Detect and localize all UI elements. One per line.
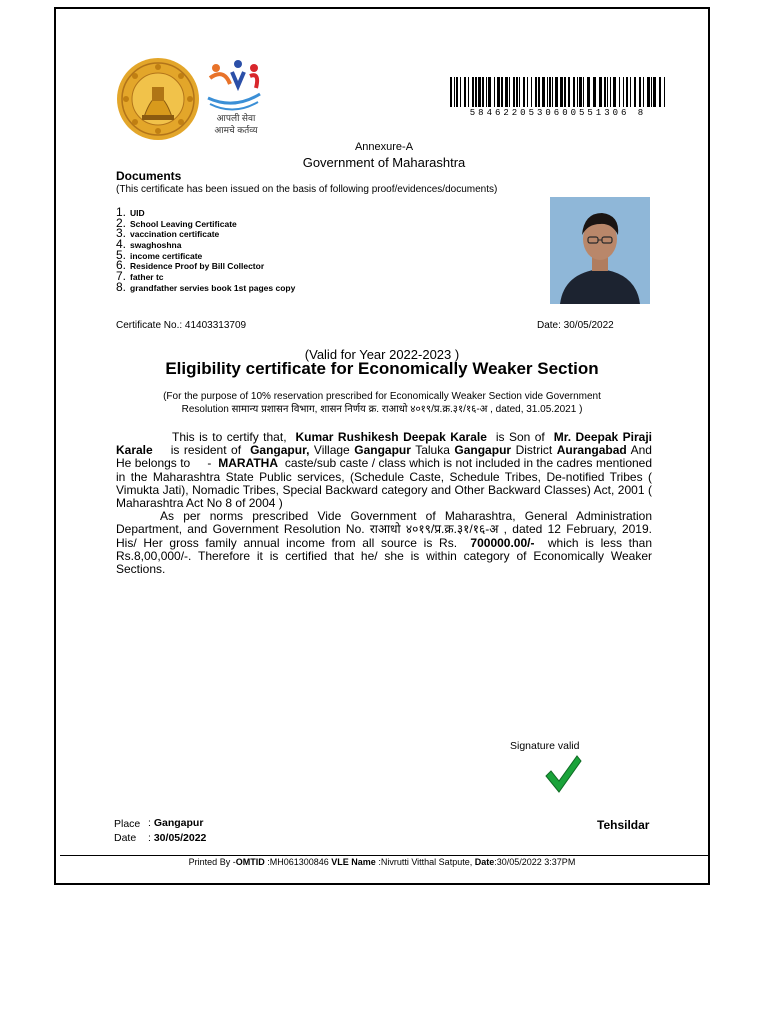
barcode-bar [593, 77, 596, 107]
barcode-number: 5846220530600551306 8 [469, 108, 647, 118]
barcode-bar [478, 77, 481, 107]
certificate-date: Date: 30/05/2022 [537, 320, 614, 331]
barcode-bar [610, 77, 611, 107]
list-item: 3. vaccination certificate [116, 226, 220, 241]
validity-period: (Valid for Year 2022-2023 ) [304, 347, 460, 362]
government-title: Government of Maharashtra [302, 155, 466, 170]
barcode-bar [454, 77, 455, 107]
barcode-bar [604, 77, 606, 107]
person-photo-icon [550, 197, 650, 304]
place-value: : Gangapur [148, 817, 204, 829]
barcode-bar [634, 77, 636, 107]
taluka-name: Gangapur [354, 443, 411, 458]
date-label: Date [114, 832, 137, 844]
barcode-bar [568, 77, 570, 107]
barcode-bar [472, 77, 474, 107]
barcode-bar [509, 77, 510, 107]
certificate-number: Certificate No.: 41403313709 [116, 320, 247, 331]
caste-name: MARATHA [218, 456, 278, 471]
barcode-bar [468, 77, 469, 107]
barcode-bar [456, 77, 458, 107]
list-item: 7. father tc [116, 269, 164, 284]
barcode-bar [542, 77, 545, 107]
barcode-bar [647, 77, 650, 107]
district-taluka: Gangapur [454, 443, 512, 458]
body-paragraph-1: This is to certify that, Kumar Rushikesh Deepak Karale is Son of Mr. Deepak Piraji Karale is resident of Gangapur, Village Gangapur Taluka Gangapur District Aurangabad And He belongs to - MARATHA caste/sub caste / class which is not included in the cadres mentioned in the Maharashtra State Public services, (Schedule Caste, Schedule Tribes, De-notified Tribes ( Vimukta Jati), Nomadic Tribes, Special Backward category and Other Backward Classes) Act, 2001 ( Maharashtra Act No 8 of 2004 ) [116, 430, 653, 511]
barcode-bar [555, 77, 558, 107]
barcode-bar [501, 77, 503, 107]
list-item: 5. income certificate [116, 247, 203, 262]
barcode-bar [613, 77, 616, 107]
barcode-bar [482, 77, 484, 107]
signature-valid-label: Signature valid [510, 740, 580, 752]
barcode-bar [577, 77, 578, 107]
barcode-bar [583, 77, 584, 107]
barcode-bar [535, 77, 537, 107]
barcode-bar [488, 77, 491, 107]
barcode-bar [450, 77, 452, 107]
certificate-body [116, 431, 652, 576]
logo-caption-line1: आपली सेवा [216, 113, 256, 123]
barcode-bar [505, 77, 508, 107]
barcode-bar [643, 77, 644, 107]
barcode-bar [659, 77, 661, 107]
logo-caption-line2: आमचे कर्तव्य [214, 125, 258, 135]
barcode-bar [630, 77, 631, 107]
footer-divider [60, 855, 708, 856]
barcode-bar [538, 77, 540, 107]
barcode-bar [651, 77, 652, 107]
barcode-bar [626, 77, 628, 107]
barcode-bar [664, 77, 665, 107]
parent-name: Mr. Deepak Piraji Karale [116, 430, 652, 458]
barcode-bar [623, 77, 624, 107]
certificate-title: Eligibility certificate for Economically Weaker Section [165, 359, 599, 378]
barcode-bar [497, 77, 500, 107]
barcode-bar [460, 77, 461, 107]
barcode-bar [549, 77, 551, 107]
purpose-line-2: Resolution सामान्य प्रशासन विभाग, शासन निर्णय क्र. राआधो ४०१९/प्र.क्र.३१/१६-अ , dated, 31.05.2021 ) [181, 404, 583, 415]
barcode-bar [587, 77, 590, 107]
barcode-bar [564, 77, 566, 107]
barcode-bar [516, 77, 518, 107]
purpose-line-1: (For the purpose of 10% reservation prescribed for Economically Weaker Section vide Government [163, 391, 601, 402]
list-item: 6. Residence Proof by Bill Collector [116, 258, 265, 273]
documents-heading: Documents [116, 169, 182, 183]
documents-list [116, 207, 295, 293]
barcode-bar [639, 77, 641, 107]
documents-subtitle: (This certificate has been issued on the basis of following proof/evidences/documents) [116, 184, 498, 195]
list-item: 4. swaghoshna [116, 237, 182, 252]
village-name: Gangapur, [250, 443, 310, 458]
officer-designation: Tehsildar [597, 818, 650, 832]
list-item: 8. grandfather servies book 1st pages copy [116, 279, 296, 294]
income-amount: 700000.00/- [470, 535, 535, 550]
barcode-bar [607, 77, 608, 107]
district-name: Aurangabad [556, 443, 627, 458]
check-icon [544, 754, 582, 794]
barcode-bar [653, 77, 656, 107]
barcode-bar [619, 77, 620, 107]
body-paragraph-2: As per norms prescribed Vide Government of Maharashtra, General Administration Department, and Government Resolution No. राआधो ४०१९/प्र.क्र.३१/१६-अ , dated 12 February, 2019. His/ Her gross family annual income from all source is Rs. 700000.00/- which is less than Rs.8,00,000/-. Therefore it is certified that he/ she is within category of Economically Weaker Sections. [116, 509, 652, 577]
barcode-bar [519, 77, 520, 107]
barcode-bar [552, 77, 553, 107]
barcode-bar [579, 77, 582, 107]
list-item: 2. School Leaving Certificate [116, 215, 237, 230]
barcode-bar [494, 77, 495, 107]
list-item: 1. UID [116, 205, 145, 219]
applicant-name: Kumar Rushikesh Deepak Karale [295, 430, 487, 444]
barcode-bar [531, 77, 532, 107]
printed-by-line: Printed By -OMTID :MH061300846 VLE Name :Nivrutti Vitthal Satpute, Date:30/05/2022 3:37PM [188, 857, 576, 867]
date-value: : 30/05/2022 [148, 832, 207, 844]
barcode-bar [560, 77, 563, 107]
applicant-photo [550, 197, 650, 304]
barcode-bar [527, 77, 528, 107]
annexure-label: Annexure-A [354, 141, 414, 153]
maharashtra-seal-icon [116, 57, 200, 141]
barcode-bar [475, 77, 477, 107]
barcode-bar [547, 77, 548, 107]
barcode-bar [513, 77, 515, 107]
place-label: Place [114, 818, 141, 830]
barcode-bar [523, 77, 525, 107]
barcode-bar [599, 77, 602, 107]
purpose-note [130, 390, 634, 416]
barcode-bar [573, 77, 575, 107]
barcode [450, 77, 666, 107]
barcode-bar [464, 77, 466, 107]
barcode-bar [486, 77, 487, 107]
